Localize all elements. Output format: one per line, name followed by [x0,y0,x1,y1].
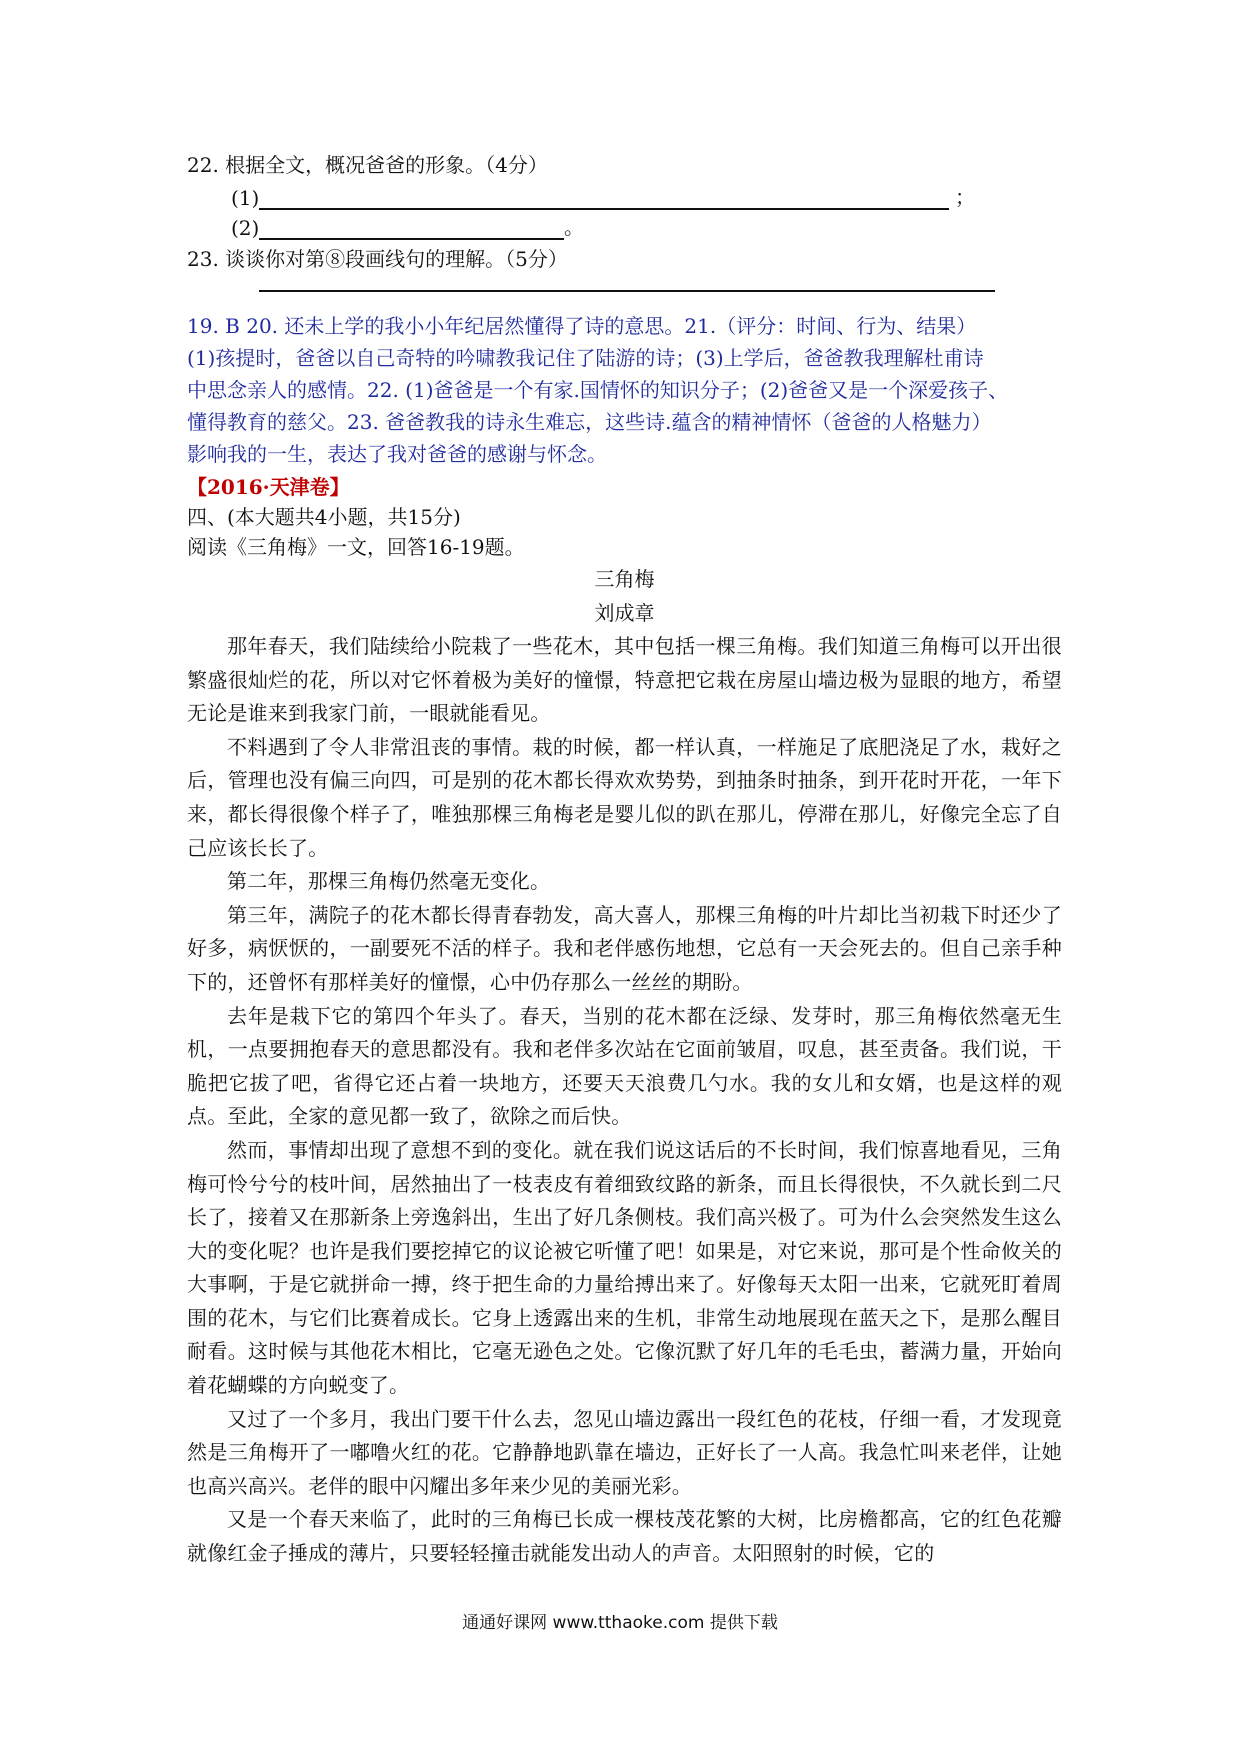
answer-line: 影响我的一生，表达了我对爸爸的感谢与怀念。 [187,442,607,466]
page-footer: 通通好课网 www.tthaoke.com 提供下载 [462,1613,778,1633]
answer-blank-1-row [187,180,1062,210]
question-23: 23. 谈谈你对第⑧段画线句的理解。（5分） [187,247,568,271]
answer-blank-3[interactable] [259,276,995,292]
article-paragraph: 又过了一个多月，我出门要干什么去，忽见山墙边露出一段红色的花枝，仔细一看，才发现竟然是三角梅开了一嘟噜火红的花。它静静地趴靠在墙边，正好长了一人高。我急忙叫来老伴，让她也高兴高兴。老伴的眼中闪耀出多年来少见的美丽光彩。 [187,1406,1062,1498]
blank-1-end: ； [955,185,975,209]
blank-2-end: 。 [564,215,584,239]
answer-line: (1)孩提时，爸爸以自己奇特的吟啸教我记住了陆游的诗；(3)上学后，爸爸教我理解杜甫诗 [187,346,984,370]
answer-blank-3-row [187,274,1062,292]
article-paragraph: 去年是栽下它的第四个年头了。春天，当别的花木都在泛绿、发芽时，那三角梅依然毫无生机，一点要拥抱春天的意思都没有。我和老伴多次站在它面前皱眉，叹息，甚至责备。我们说，干脆把它拔了吧，省得它还占着一块地方，还要天天浪费几勺水。我的女儿和女婿，也是这样的观点。至此，全家的意见都一致了，欲除之而后快。 [187,1003,1062,1129]
article-paragraph: 不料遇到了令人非常沮丧的事情。栽的时候，都一样认真，一样施足了底肥浇足了水，栽好之后，管理也没有偏三向四，可是别的花木都长得欢欢势势，到抽条时抽条，到开花时开花，一年下来，都长得很像个样子了，唯独那棵三角梅老是婴儿似的趴在那儿，停滞在那儿，好像完全忘了自己应该长长了。 [187,734,1062,860]
answer-key [187,310,1062,470]
article-author: 刘成章 [594,601,655,625]
article-paragraph: 那年春天，我们陆续给小院栽了一些花木，其中包括一棵三角梅。我们知道三角梅可以开出很繁盛很灿烂的花，所以对它怀着极为美好的憧憬，特意把它栽在房屋山墙边极为显眼的地方，希望无论是谁来到我家门前，一眼就能看见。 [187,634,1062,726]
answer-blank-2[interactable] [259,216,564,240]
article-paragraph: 又是一个春天来临了，此时的三角梅已长成一棵枝茂花繁的大树，比房檐都高，它的红色花瓣就像红金子捶成的薄片，只要轻轻撞击就能发出动人的声音。太阳照射的时候，它的 [187,1507,1062,1566]
blank-1-label: (1) [231,186,260,210]
answer-line: 懂得教育的慈父。23. 爸爸教我的诗永生难忘，这些诗.蕴含的精神情怀（爸爸的人格魅力） [187,410,992,434]
article-paragraph: 第三年，满院子的花木都长得青春勃发，高大喜人，那棵三角梅的叶片却比当初栽下时还少了好多，病恹恹的，一副要死不活的样子。我和老伴感伤地想，它总有一天会死去的。但自己亲手种下的，还曾怀有那样美好的憧憬，心中仍存那么一丝丝的期盼。 [187,902,1062,994]
section-heading: 四、(本大题共4小题，共15分) [187,505,461,529]
answer-blank-1[interactable] [259,186,949,210]
document-content [187,150,1062,1571]
answer-line: 19. B 20. 还未上学的我小小年纪居然懂得了诗的意思。21.（评分：时间、行为、结果） [187,314,977,338]
question-22: 22. 根据全文，概况爸爸的形象。（4分） [187,153,548,177]
exam-source-tag: 【2016·天津卷】 [187,475,350,499]
reading-instruction: 阅读《三角梅》一文，回答16-19题。 [187,535,525,559]
article-paragraph: 第二年，那棵三角梅仍然毫无变化。 [227,869,551,894]
blank-2-label: (2) [231,216,260,240]
article-title: 三角梅 [594,567,655,591]
answer-blank-2-row [187,210,1062,240]
article-paragraph: 然而，事情却出现了意想不到的变化。就在我们说这话后的不长时间，我们惊喜地看见，三角梅可怜兮兮的枝叶间，居然抽出了一枝表皮有着细致纹路的新条，而且长得很快，不久就长到二尺长了，接着又在那新条上旁逸斜出，生出了好几条侧枝。我们高兴极了。可为什么会突然发生这么大的变化呢？也许是我们要挖掉它的议论被它听懂了吧！如果是，对它来说，那可是个性命攸关的大事啊，于是它就拼命一搏，终于把生命的力量给搏出来了。好像每天太阳一出来，它就死盯着周围的花木，与它们比赛着成长。它身上透露出来的生机，非常生动地展现在蓝天之下，是那么醒目耐看。这时候与其他花木相比，它毫无逊色之处。它像沉默了好几年的毛毛虫，蓄满力量，开始向着花蝴蝶的方向蜕变了。 [187,1137,1062,1398]
answer-line: 中思念亲人的感情。22. (1)爸爸是一个有家.国情怀的知识分子；(2)爸爸又是一个深爱孩子、 [187,378,1009,402]
